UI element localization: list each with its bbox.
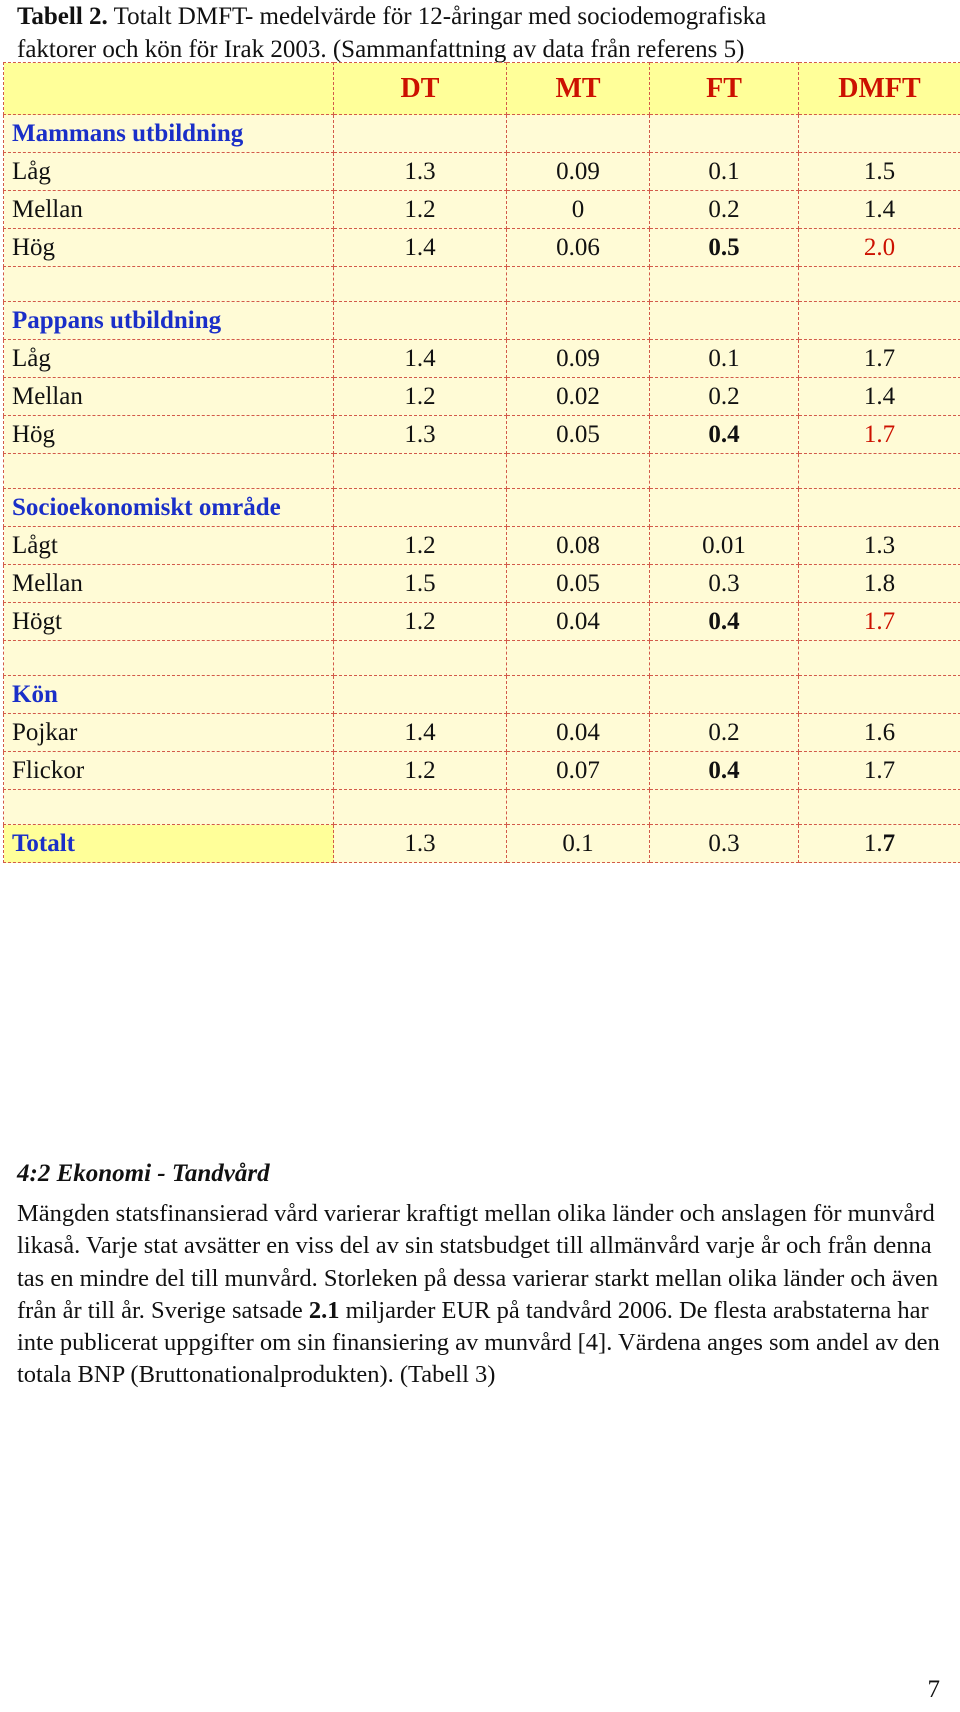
col-header-mt: MT [507, 63, 650, 115]
cell-mt: 0.09 [507, 340, 650, 378]
cell-mt: 0.09 [507, 153, 650, 191]
cell-ft: 0.2 [650, 191, 799, 229]
total-dmft [799, 825, 960, 863]
cell-dmft: 1.5 [799, 153, 960, 191]
cell-ft: 0.4 [650, 603, 799, 641]
spacer-row [4, 454, 960, 489]
section-row-socioekonomiskt-omrade [4, 489, 960, 527]
cell-mt: 0.05 [507, 416, 650, 454]
table-row [4, 565, 960, 603]
cell-dmft: 1.7 [799, 603, 960, 641]
table-caption [17, 0, 937, 66]
table-row [4, 714, 960, 752]
cell-ft: 0.2 [650, 378, 799, 416]
cell-dt: 1.4 [334, 229, 507, 267]
cell-dt: 1.4 [334, 340, 507, 378]
body-paragraph [17, 1198, 947, 1392]
paragraph-part-b: miljarder EUR på tandvård 2006. De flesta arabstaterna har inte publicerat uppgifter om sin finansiering av munvård [4]. Värdena anges som andel av den totala BNP (Bruttonationalprodukten). (Tabell 3) [17, 1296, 940, 1389]
dmft-table [3, 62, 960, 863]
cell-dt: 1.2 [334, 527, 507, 565]
section-heading: 4:2 Ekonomi - Tandvård [17, 1160, 270, 1187]
spacer-row [4, 641, 960, 676]
section-title: Kön [4, 676, 334, 714]
total-mt: 0.1 [507, 825, 650, 863]
table-row [4, 752, 960, 790]
cell-dmft: 1.3 [799, 527, 960, 565]
cell-mt: 0.02 [507, 378, 650, 416]
row-label: Hög [4, 229, 334, 267]
col-header-ft: FT [650, 63, 799, 115]
total-row [4, 825, 960, 863]
header-row [4, 63, 960, 115]
row-label: Mellan [4, 191, 334, 229]
cell-mt: 0.08 [507, 527, 650, 565]
page-number: 7 [927, 1676, 940, 1703]
table-row [4, 378, 960, 416]
section-row-pappans-utbildning [4, 302, 960, 340]
paragraph-part-a: Mängden statsfinansierad vård varierar kraftigt mellan olika länder och anslagen för munvård likaså. Varje stat avsätter en viss del av sin statsbudget till allmänvård varje år och från denna tas en mindre del till munvård. Storleken på dessa varierar starkt mellan olika länder och även från år till år. Sverige satsade [17, 1200, 939, 1324]
cell-dt: 1.2 [334, 603, 507, 641]
row-label: Mellan [4, 565, 334, 603]
section-row-mammans-utbildning [4, 115, 960, 153]
header-empty-cell [4, 63, 334, 115]
row-label: Lågt [4, 527, 334, 565]
section-title: Socioekonomiskt område [4, 489, 334, 527]
cell-ft: 0.1 [650, 340, 799, 378]
row-label: Flickor [4, 752, 334, 790]
cell-dt: 1.3 [334, 153, 507, 191]
cell-mt: 0.04 [507, 714, 650, 752]
cell-ft: 0.2 [650, 714, 799, 752]
cell-dmft: 1.6 [799, 714, 960, 752]
cell-dmft: 1.4 [799, 378, 960, 416]
section-title: Mammans utbildning [4, 115, 334, 153]
row-label: Mellan [4, 378, 334, 416]
table-row [4, 527, 960, 565]
cell-dmft: 1.7 [799, 340, 960, 378]
caption-text-line1: Totalt DMFT- medelvärde för 12-åringar med sociodemografiska [107, 3, 767, 30]
cell-mt: 0.07 [507, 752, 650, 790]
cell-dmft: 2.0 [799, 229, 960, 267]
cell-dmft: 1.7 [799, 416, 960, 454]
cell-ft: 0.01 [650, 527, 799, 565]
spacer-row [4, 790, 960, 825]
cell-dt: 1.2 [334, 752, 507, 790]
section-title: Pappans utbildning [4, 302, 334, 340]
total-ft: 0.3 [650, 825, 799, 863]
caption-label: Tabell 2. [17, 3, 108, 30]
cell-dmft: 1.7 [799, 752, 960, 790]
cell-dt: 1.2 [334, 378, 507, 416]
cell-mt: 0.05 [507, 565, 650, 603]
cell-ft: 0.4 [650, 416, 799, 454]
row-label: Låg [4, 340, 334, 378]
row-label: Högt [4, 603, 334, 641]
row-label: Pojkar [4, 714, 334, 752]
col-header-dt: DT [334, 63, 507, 115]
cell-dt: 1.3 [334, 416, 507, 454]
row-label: Hög [4, 416, 334, 454]
total-label: Totalt [4, 825, 334, 863]
cell-ft: 0.1 [650, 153, 799, 191]
table-row [4, 153, 960, 191]
cell-ft: 0.4 [650, 752, 799, 790]
cell-dt: 1.4 [334, 714, 507, 752]
total-dmft-part1: 1. [863, 829, 883, 857]
table-row [4, 416, 960, 454]
cell-ft: 0.5 [650, 229, 799, 267]
total-dmft-part2: 7 [882, 829, 896, 857]
cell-dt: 1.5 [334, 565, 507, 603]
table-row [4, 229, 960, 267]
cell-mt: 0.04 [507, 603, 650, 641]
cell-dmft: 1.4 [799, 191, 960, 229]
caption-text-line2: faktorer och kön för Irak 2003. (Sammanfattning av data från referens 5) [17, 36, 745, 63]
paragraph-bold-value: 2.1 [308, 1296, 340, 1324]
table-row [4, 603, 960, 641]
col-header-dmft: DMFT [799, 63, 960, 115]
cell-mt: 0.06 [507, 229, 650, 267]
table-row [4, 340, 960, 378]
spacer-row [4, 267, 960, 302]
table-row [4, 191, 960, 229]
row-label: Låg [4, 153, 334, 191]
total-dt: 1.3 [334, 825, 507, 863]
cell-ft: 0.3 [650, 565, 799, 603]
cell-dt: 1.2 [334, 191, 507, 229]
cell-dmft: 1.8 [799, 565, 960, 603]
cell-mt: 0 [507, 191, 650, 229]
section-row-kon [4, 676, 960, 714]
